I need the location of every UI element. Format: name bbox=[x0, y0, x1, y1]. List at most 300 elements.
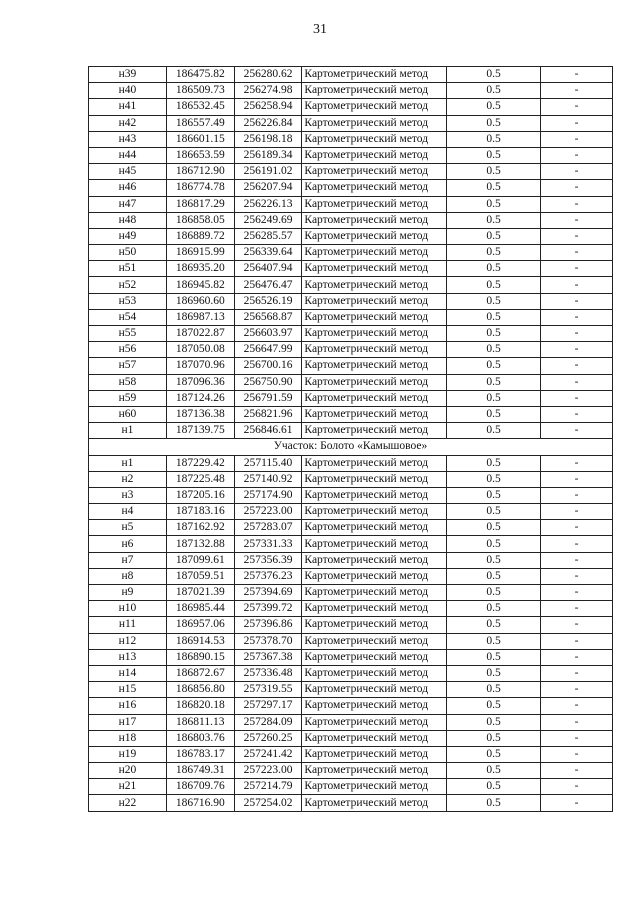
x-coordinate-cell: 186712.90 bbox=[166, 164, 234, 180]
y-coordinate-cell: 256226.13 bbox=[234, 196, 302, 212]
y-coordinate-cell: 256274.98 bbox=[234, 83, 302, 99]
x-coordinate-cell: 187022.87 bbox=[166, 326, 234, 342]
x-coordinate-cell: 187205.16 bbox=[166, 487, 234, 503]
y-coordinate-cell: 256189.34 bbox=[234, 147, 302, 163]
point-id-cell: н45 bbox=[89, 164, 167, 180]
table-row bbox=[89, 99, 613, 115]
method-cell: Картометрический метод bbox=[302, 795, 447, 811]
x-coordinate-cell: 187136.38 bbox=[166, 406, 234, 422]
note-cell: - bbox=[541, 99, 613, 115]
precision-cell: 0.5 bbox=[447, 131, 541, 147]
table-row bbox=[89, 83, 613, 99]
method-cell: Картометрический метод bbox=[302, 67, 447, 83]
table-row bbox=[89, 326, 613, 342]
method-cell: Картометрический метод bbox=[302, 326, 447, 342]
point-id-cell: н42 bbox=[89, 115, 167, 131]
note-cell: - bbox=[541, 585, 613, 601]
point-id-cell: н1 bbox=[89, 423, 167, 439]
x-coordinate-cell: 186811.13 bbox=[166, 714, 234, 730]
note-cell: - bbox=[541, 504, 613, 520]
table-row bbox=[89, 763, 613, 779]
method-cell: Картометрический метод bbox=[302, 196, 447, 212]
table-row bbox=[89, 633, 613, 649]
precision-cell: 0.5 bbox=[447, 83, 541, 99]
table-row bbox=[89, 795, 613, 811]
note-cell: - bbox=[541, 552, 613, 568]
note-cell: - bbox=[541, 617, 613, 633]
x-coordinate-cell: 187162.92 bbox=[166, 520, 234, 536]
precision-cell: 0.5 bbox=[447, 714, 541, 730]
point-id-cell: н43 bbox=[89, 131, 167, 147]
y-coordinate-cell: 256249.69 bbox=[234, 212, 302, 228]
precision-cell: 0.5 bbox=[447, 552, 541, 568]
section-row bbox=[89, 439, 613, 455]
note-cell: - bbox=[541, 342, 613, 358]
note-cell: - bbox=[541, 374, 613, 390]
x-coordinate-cell: 186858.05 bbox=[166, 212, 234, 228]
precision-cell: 0.5 bbox=[447, 455, 541, 471]
y-coordinate-cell: 256207.94 bbox=[234, 180, 302, 196]
table-row bbox=[89, 665, 613, 681]
note-cell: - bbox=[541, 568, 613, 584]
point-id-cell: н47 bbox=[89, 196, 167, 212]
method-cell: Картометрический метод bbox=[302, 585, 447, 601]
x-coordinate-cell: 187070.96 bbox=[166, 358, 234, 374]
table-row bbox=[89, 261, 613, 277]
note-cell: - bbox=[541, 471, 613, 487]
point-id-cell: н15 bbox=[89, 682, 167, 698]
precision-cell: 0.5 bbox=[447, 682, 541, 698]
point-id-cell: н51 bbox=[89, 261, 167, 277]
method-cell: Картометрический метод bbox=[302, 245, 447, 261]
y-coordinate-cell: 256791.59 bbox=[234, 390, 302, 406]
y-coordinate-cell: 257297.17 bbox=[234, 698, 302, 714]
note-cell: - bbox=[541, 795, 613, 811]
point-id-cell: н1 bbox=[89, 455, 167, 471]
note-cell: - bbox=[541, 293, 613, 309]
method-cell: Картометрический метод bbox=[302, 423, 447, 439]
point-id-cell: н48 bbox=[89, 212, 167, 228]
y-coordinate-cell: 257399.72 bbox=[234, 601, 302, 617]
y-coordinate-cell: 257115.40 bbox=[234, 455, 302, 471]
note-cell: - bbox=[541, 746, 613, 762]
table-row bbox=[89, 406, 613, 422]
precision-cell: 0.5 bbox=[447, 730, 541, 746]
precision-cell: 0.5 bbox=[447, 67, 541, 83]
precision-cell: 0.5 bbox=[447, 487, 541, 503]
y-coordinate-cell: 256280.62 bbox=[234, 67, 302, 83]
y-coordinate-cell: 256750.90 bbox=[234, 374, 302, 390]
table-row bbox=[89, 552, 613, 568]
table-row bbox=[89, 309, 613, 325]
precision-cell: 0.5 bbox=[447, 196, 541, 212]
method-cell: Картометрический метод bbox=[302, 746, 447, 762]
x-coordinate-cell: 186475.82 bbox=[166, 67, 234, 83]
y-coordinate-cell: 257394.69 bbox=[234, 585, 302, 601]
precision-cell: 0.5 bbox=[447, 115, 541, 131]
method-cell: Картометрический метод bbox=[302, 342, 447, 358]
precision-cell: 0.5 bbox=[447, 212, 541, 228]
method-cell: Картометрический метод bbox=[302, 665, 447, 681]
x-coordinate-cell: 186960.60 bbox=[166, 293, 234, 309]
point-id-cell: н5 bbox=[89, 520, 167, 536]
note-cell: - bbox=[541, 115, 613, 131]
table-row bbox=[89, 746, 613, 762]
x-coordinate-cell: 187050.08 bbox=[166, 342, 234, 358]
note-cell: - bbox=[541, 147, 613, 163]
precision-cell: 0.5 bbox=[447, 228, 541, 244]
method-cell: Картометрический метод bbox=[302, 504, 447, 520]
table-row bbox=[89, 423, 613, 439]
note-cell: - bbox=[541, 196, 613, 212]
precision-cell: 0.5 bbox=[447, 471, 541, 487]
note-cell: - bbox=[541, 277, 613, 293]
method-cell: Картометрический метод bbox=[302, 649, 447, 665]
method-cell: Картометрический метод bbox=[302, 763, 447, 779]
point-id-cell: н7 bbox=[89, 552, 167, 568]
y-coordinate-cell: 257284.09 bbox=[234, 714, 302, 730]
table-row bbox=[89, 374, 613, 390]
x-coordinate-cell: 186774.78 bbox=[166, 180, 234, 196]
y-coordinate-cell: 256700.16 bbox=[234, 358, 302, 374]
note-cell: - bbox=[541, 309, 613, 325]
y-coordinate-cell: 256603.97 bbox=[234, 326, 302, 342]
precision-cell: 0.5 bbox=[447, 536, 541, 552]
y-coordinate-cell: 257336.48 bbox=[234, 665, 302, 681]
x-coordinate-cell: 186957.06 bbox=[166, 617, 234, 633]
method-cell: Картометрический метод bbox=[302, 261, 447, 277]
precision-cell: 0.5 bbox=[447, 277, 541, 293]
method-cell: Картометрический метод bbox=[302, 536, 447, 552]
y-coordinate-cell: 256191.02 bbox=[234, 164, 302, 180]
note-cell: - bbox=[541, 763, 613, 779]
table-row bbox=[89, 131, 613, 147]
precision-cell: 0.5 bbox=[447, 309, 541, 325]
point-id-cell: н39 bbox=[89, 67, 167, 83]
y-coordinate-cell: 256258.94 bbox=[234, 99, 302, 115]
method-cell: Картометрический метод bbox=[302, 568, 447, 584]
point-id-cell: н12 bbox=[89, 633, 167, 649]
y-coordinate-cell: 256226.84 bbox=[234, 115, 302, 131]
point-id-cell: н14 bbox=[89, 665, 167, 681]
y-coordinate-cell: 257396.86 bbox=[234, 617, 302, 633]
precision-cell: 0.5 bbox=[447, 326, 541, 342]
method-cell: Картометрический метод bbox=[302, 212, 447, 228]
precision-cell: 0.5 bbox=[447, 504, 541, 520]
table-row bbox=[89, 277, 613, 293]
x-coordinate-cell: 187132.88 bbox=[166, 536, 234, 552]
note-cell: - bbox=[541, 423, 613, 439]
note-cell: - bbox=[541, 83, 613, 99]
note-cell: - bbox=[541, 406, 613, 422]
note-cell: - bbox=[541, 698, 613, 714]
note-cell: - bbox=[541, 714, 613, 730]
precision-cell: 0.5 bbox=[447, 261, 541, 277]
x-coordinate-cell: 186653.59 bbox=[166, 147, 234, 163]
table-row bbox=[89, 147, 613, 163]
precision-cell: 0.5 bbox=[447, 99, 541, 115]
precision-cell: 0.5 bbox=[447, 665, 541, 681]
point-id-cell: н52 bbox=[89, 277, 167, 293]
method-cell: Картометрический метод bbox=[302, 617, 447, 633]
point-id-cell: н50 bbox=[89, 245, 167, 261]
method-cell: Картометрический метод bbox=[302, 374, 447, 390]
x-coordinate-cell: 187099.61 bbox=[166, 552, 234, 568]
table-row bbox=[89, 682, 613, 698]
point-id-cell: н11 bbox=[89, 617, 167, 633]
method-cell: Картометрический метод bbox=[302, 99, 447, 115]
table-row bbox=[89, 698, 613, 714]
note-cell: - bbox=[541, 164, 613, 180]
precision-cell: 0.5 bbox=[447, 633, 541, 649]
x-coordinate-cell: 186985.44 bbox=[166, 601, 234, 617]
precision-cell: 0.5 bbox=[447, 406, 541, 422]
note-cell: - bbox=[541, 245, 613, 261]
x-coordinate-cell: 187021.39 bbox=[166, 585, 234, 601]
table-row bbox=[89, 779, 613, 795]
note-cell: - bbox=[541, 131, 613, 147]
table-row bbox=[89, 67, 613, 83]
precision-cell: 0.5 bbox=[447, 293, 541, 309]
precision-cell: 0.5 bbox=[447, 795, 541, 811]
y-coordinate-cell: 257254.02 bbox=[234, 795, 302, 811]
method-cell: Картометрический метод bbox=[302, 682, 447, 698]
note-cell: - bbox=[541, 487, 613, 503]
note-cell: - bbox=[541, 67, 613, 83]
x-coordinate-cell: 186783.17 bbox=[166, 746, 234, 762]
point-id-cell: н3 bbox=[89, 487, 167, 503]
note-cell: - bbox=[541, 455, 613, 471]
x-coordinate-cell: 187183.16 bbox=[166, 504, 234, 520]
point-id-cell: н53 bbox=[89, 293, 167, 309]
method-cell: Картометрический метод bbox=[302, 83, 447, 99]
x-coordinate-cell: 186987.13 bbox=[166, 309, 234, 325]
precision-cell: 0.5 bbox=[447, 617, 541, 633]
note-cell: - bbox=[541, 358, 613, 374]
y-coordinate-cell: 257223.00 bbox=[234, 763, 302, 779]
precision-cell: 0.5 bbox=[447, 601, 541, 617]
precision-cell: 0.5 bbox=[447, 164, 541, 180]
x-coordinate-cell: 186817.29 bbox=[166, 196, 234, 212]
method-cell: Картометрический метод bbox=[302, 164, 447, 180]
method-cell: Картометрический метод bbox=[302, 730, 447, 746]
point-id-cell: н59 bbox=[89, 390, 167, 406]
method-cell: Картометрический метод bbox=[302, 228, 447, 244]
point-id-cell: н56 bbox=[89, 342, 167, 358]
x-coordinate-cell: 186889.72 bbox=[166, 228, 234, 244]
x-coordinate-cell: 187229.42 bbox=[166, 455, 234, 471]
x-coordinate-cell: 186709.76 bbox=[166, 779, 234, 795]
note-cell: - bbox=[541, 326, 613, 342]
method-cell: Картометрический метод bbox=[302, 714, 447, 730]
method-cell: Картометрический метод bbox=[302, 147, 447, 163]
y-coordinate-cell: 257376.23 bbox=[234, 568, 302, 584]
note-cell: - bbox=[541, 779, 613, 795]
point-id-cell: н13 bbox=[89, 649, 167, 665]
precision-cell: 0.5 bbox=[447, 779, 541, 795]
y-coordinate-cell: 256526.19 bbox=[234, 293, 302, 309]
note-cell: - bbox=[541, 601, 613, 617]
point-id-cell: н4 bbox=[89, 504, 167, 520]
point-id-cell: н8 bbox=[89, 568, 167, 584]
method-cell: Картометрический метод bbox=[302, 455, 447, 471]
table-row bbox=[89, 455, 613, 471]
x-coordinate-cell: 186856.80 bbox=[166, 682, 234, 698]
table-row bbox=[89, 487, 613, 503]
table-row bbox=[89, 115, 613, 131]
table-row bbox=[89, 585, 613, 601]
x-coordinate-cell: 186803.76 bbox=[166, 730, 234, 746]
x-coordinate-cell: 187124.26 bbox=[166, 390, 234, 406]
y-coordinate-cell: 256407.94 bbox=[234, 261, 302, 277]
y-coordinate-cell: 257214.79 bbox=[234, 779, 302, 795]
point-id-cell: н58 bbox=[89, 374, 167, 390]
precision-cell: 0.5 bbox=[447, 763, 541, 779]
table-row bbox=[89, 471, 613, 487]
table-row bbox=[89, 212, 613, 228]
y-coordinate-cell: 256285.57 bbox=[234, 228, 302, 244]
method-cell: Картометрический метод bbox=[302, 633, 447, 649]
note-cell: - bbox=[541, 520, 613, 536]
method-cell: Картометрический метод bbox=[302, 115, 447, 131]
method-cell: Картометрический метод bbox=[302, 358, 447, 374]
x-coordinate-cell: 187225.48 bbox=[166, 471, 234, 487]
method-cell: Картометрический метод bbox=[302, 406, 447, 422]
coordinates-table bbox=[88, 66, 613, 812]
point-id-cell: н60 bbox=[89, 406, 167, 422]
table-row bbox=[89, 520, 613, 536]
method-cell: Картометрический метод bbox=[302, 601, 447, 617]
note-cell: - bbox=[541, 212, 613, 228]
note-cell: - bbox=[541, 665, 613, 681]
table-row bbox=[89, 730, 613, 746]
point-id-cell: н40 bbox=[89, 83, 167, 99]
point-id-cell: н46 bbox=[89, 180, 167, 196]
x-coordinate-cell: 186935.20 bbox=[166, 261, 234, 277]
precision-cell: 0.5 bbox=[447, 423, 541, 439]
x-coordinate-cell: 186716.90 bbox=[166, 795, 234, 811]
x-coordinate-cell: 186601.15 bbox=[166, 131, 234, 147]
note-cell: - bbox=[541, 682, 613, 698]
table-row bbox=[89, 601, 613, 617]
method-cell: Картометрический метод bbox=[302, 520, 447, 536]
precision-cell: 0.5 bbox=[447, 180, 541, 196]
note-cell: - bbox=[541, 390, 613, 406]
table-row bbox=[89, 390, 613, 406]
x-coordinate-cell: 186557.49 bbox=[166, 115, 234, 131]
point-id-cell: н6 bbox=[89, 536, 167, 552]
note-cell: - bbox=[541, 730, 613, 746]
point-id-cell: н49 bbox=[89, 228, 167, 244]
table-row bbox=[89, 617, 613, 633]
precision-cell: 0.5 bbox=[447, 520, 541, 536]
method-cell: Картометрический метод bbox=[302, 131, 447, 147]
y-coordinate-cell: 257283.07 bbox=[234, 520, 302, 536]
x-coordinate-cell: 187139.75 bbox=[166, 423, 234, 439]
point-id-cell: н9 bbox=[89, 585, 167, 601]
y-coordinate-cell: 257319.55 bbox=[234, 682, 302, 698]
y-coordinate-cell: 256568.87 bbox=[234, 309, 302, 325]
table-row bbox=[89, 358, 613, 374]
y-coordinate-cell: 257260.25 bbox=[234, 730, 302, 746]
point-id-cell: н19 bbox=[89, 746, 167, 762]
point-id-cell: н20 bbox=[89, 763, 167, 779]
method-cell: Картометрический метод bbox=[302, 487, 447, 503]
y-coordinate-cell: 257356.39 bbox=[234, 552, 302, 568]
precision-cell: 0.5 bbox=[447, 568, 541, 584]
note-cell: - bbox=[541, 180, 613, 196]
y-coordinate-cell: 257174.90 bbox=[234, 487, 302, 503]
precision-cell: 0.5 bbox=[447, 649, 541, 665]
y-coordinate-cell: 256647.99 bbox=[234, 342, 302, 358]
method-cell: Картометрический метод bbox=[302, 180, 447, 196]
method-cell: Картометрический метод bbox=[302, 779, 447, 795]
note-cell: - bbox=[541, 261, 613, 277]
method-cell: Картометрический метод bbox=[302, 471, 447, 487]
x-coordinate-cell: 186532.45 bbox=[166, 99, 234, 115]
point-id-cell: н17 bbox=[89, 714, 167, 730]
point-id-cell: н16 bbox=[89, 698, 167, 714]
note-cell: - bbox=[541, 633, 613, 649]
y-coordinate-cell: 257331.33 bbox=[234, 536, 302, 552]
table-row bbox=[89, 196, 613, 212]
y-coordinate-cell: 256846.61 bbox=[234, 423, 302, 439]
x-coordinate-cell: 186945.82 bbox=[166, 277, 234, 293]
point-id-cell: н44 bbox=[89, 147, 167, 163]
precision-cell: 0.5 bbox=[447, 746, 541, 762]
method-cell: Картометрический метод bbox=[302, 277, 447, 293]
table-row bbox=[89, 504, 613, 520]
x-coordinate-cell: 187059.51 bbox=[166, 568, 234, 584]
x-coordinate-cell: 186890.15 bbox=[166, 649, 234, 665]
table-row bbox=[89, 536, 613, 552]
point-id-cell: н10 bbox=[89, 601, 167, 617]
precision-cell: 0.5 bbox=[447, 342, 541, 358]
table-row bbox=[89, 180, 613, 196]
note-cell: - bbox=[541, 228, 613, 244]
method-cell: Картометрический метод bbox=[302, 552, 447, 568]
precision-cell: 0.5 bbox=[447, 390, 541, 406]
point-id-cell: н22 bbox=[89, 795, 167, 811]
x-coordinate-cell: 186820.18 bbox=[166, 698, 234, 714]
table-row bbox=[89, 649, 613, 665]
precision-cell: 0.5 bbox=[447, 585, 541, 601]
table-row bbox=[89, 568, 613, 584]
method-cell: Картометрический метод bbox=[302, 698, 447, 714]
point-id-cell: н18 bbox=[89, 730, 167, 746]
x-coordinate-cell: 187096.36 bbox=[166, 374, 234, 390]
point-id-cell: н54 bbox=[89, 309, 167, 325]
table-row bbox=[89, 245, 613, 261]
precision-cell: 0.5 bbox=[447, 358, 541, 374]
table-row bbox=[89, 714, 613, 730]
page-number: 31 bbox=[313, 22, 327, 37]
table-row bbox=[89, 342, 613, 358]
y-coordinate-cell: 257367.38 bbox=[234, 649, 302, 665]
method-cell: Картометрический метод bbox=[302, 390, 447, 406]
x-coordinate-cell: 186509.73 bbox=[166, 83, 234, 99]
point-id-cell: н2 bbox=[89, 471, 167, 487]
x-coordinate-cell: 186914.53 bbox=[166, 633, 234, 649]
section-title: Участок: Болото «Камышовое» bbox=[89, 439, 613, 455]
method-cell: Картометрический метод bbox=[302, 309, 447, 325]
y-coordinate-cell: 257140.92 bbox=[234, 471, 302, 487]
precision-cell: 0.5 bbox=[447, 374, 541, 390]
point-id-cell: н57 bbox=[89, 358, 167, 374]
x-coordinate-cell: 186915.99 bbox=[166, 245, 234, 261]
note-cell: - bbox=[541, 536, 613, 552]
point-id-cell: н41 bbox=[89, 99, 167, 115]
